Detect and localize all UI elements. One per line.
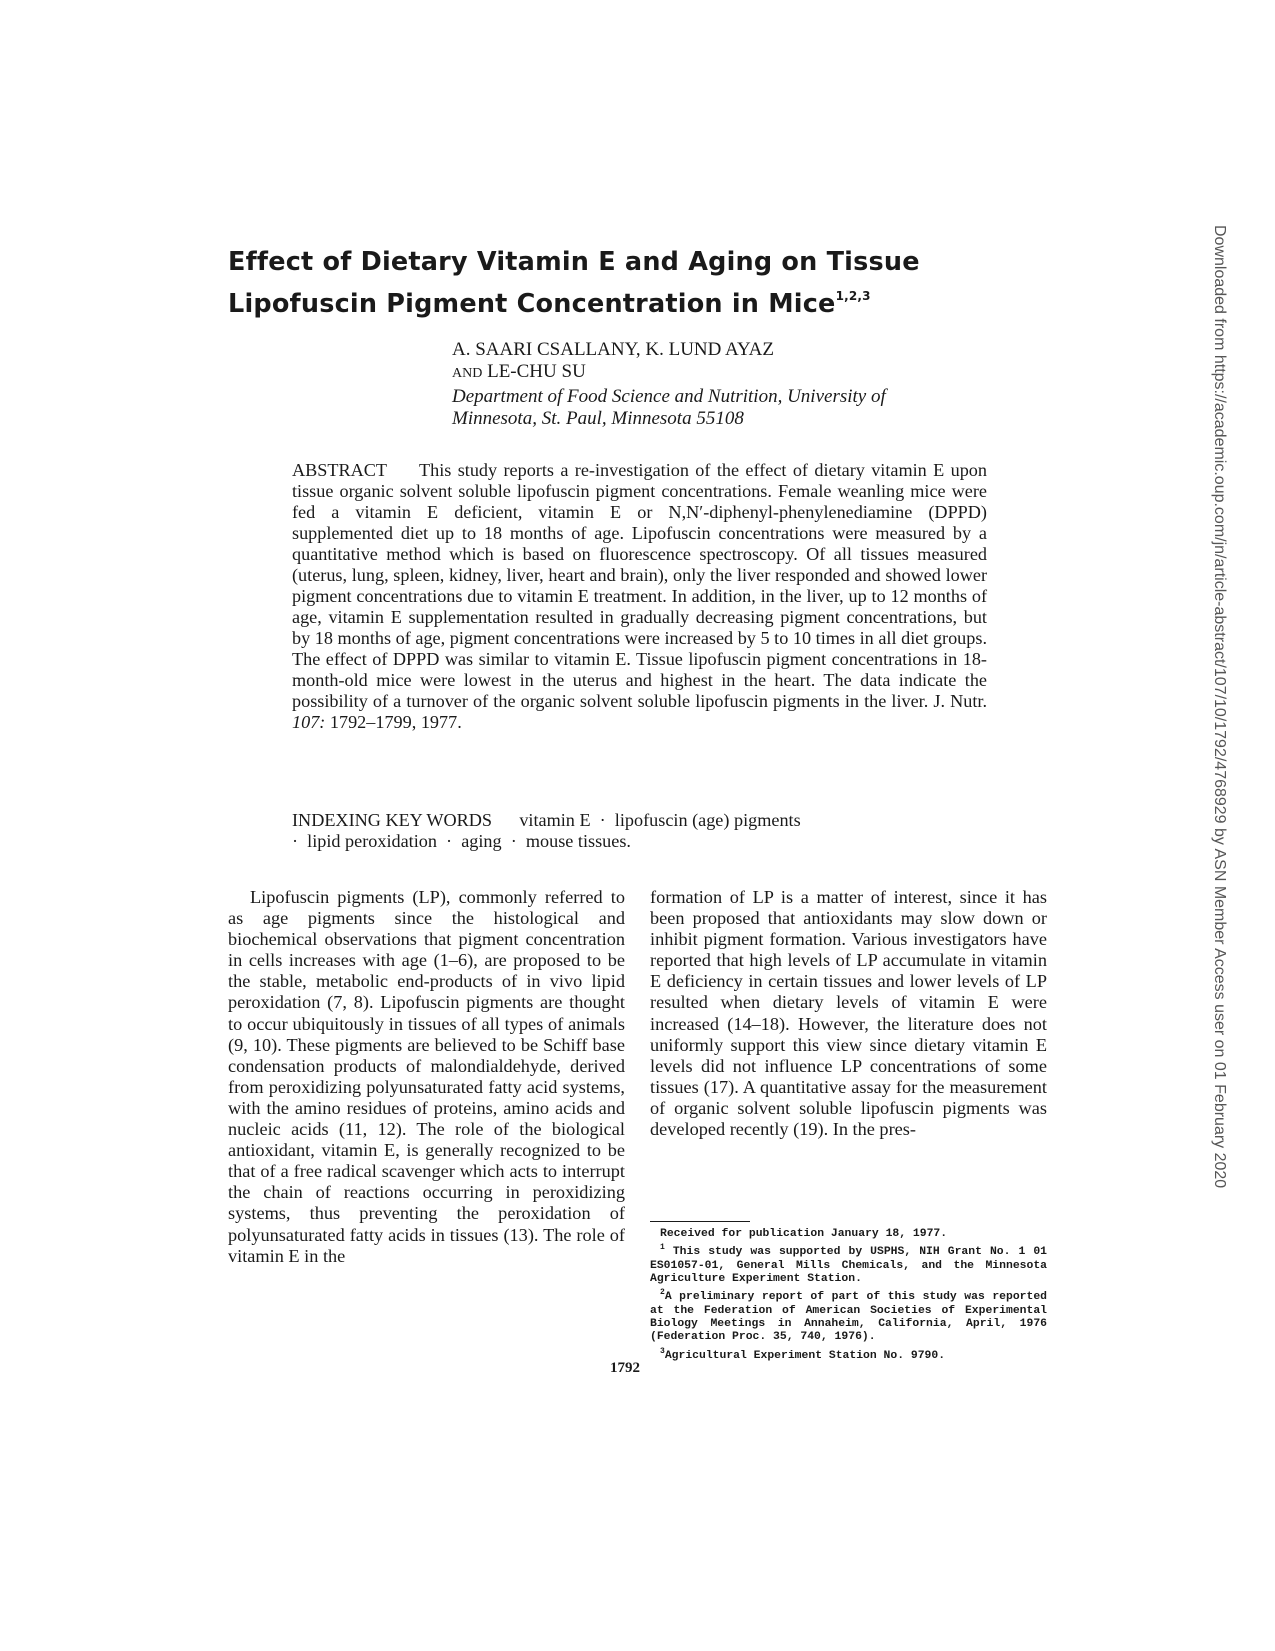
footnote-2 [650,1286,1047,1344]
footnote-received: Received for publication January 18, 1977. [660,1228,948,1240]
footnote-1-text: This study was supported by USPHS, NIH Grant No. 1 01 ES01057-01, General Mills Chemicals, and the Minnesota Agriculture Experiment Station. [650,1246,1047,1286]
title-line-1: Effect of Dietary Vitamin E and Aging on Tissue [228,247,920,277]
article-title [228,245,988,321]
footnote-divider [650,1221,750,1222]
citation-volume: 107: [292,712,326,732]
footnote-1 [650,1241,1047,1286]
title-line-2 [228,279,988,321]
affiliation-line-2: Minnesota, St. Paul, Minnesota 55108 [452,408,744,429]
footnote-3-mark: 3 [660,1346,665,1356]
body-left-column [228,887,625,1267]
abstract [292,460,987,733]
authors-line-1: A. SAARI CSALLANY, K. LUND AYAZ [452,339,774,360]
abstract-body: This study reports a re-investigation of the effect of dietary vitamin E upon tissue organic solvent soluble lipofuscin pigment concentrations. Female weanling mice were fed a vitamin E deficient, vitamin E or N,N′-diphenyl-phenylenediamine (DPPD) supplemented diet up to 18 months of age. Lipofuscin concentrations were measured by a quantitative method which is based on fluorescence spectroscopy. Of all tissues measured (uterus, lung, spleen, kidney, liver, heart and brain), only the liver responded and showed lower pigment concentrations due to vitamin E treatment. In addition, in the liver, up to 12 months of age, vitamin E supplementation resulted in gradually decreasing pigment concentrations, but by 18 months of age, pigment concentrations were increased by 5 to 10 times in all diet groups. The effect of DPPD was similar to vitamin E. Tissue lipofuscin pigment concentrations in 18-month-old mice were lowest in the uterus and highest in the heart. The data indicate the possibility of a turnover of the organic solvent soluble lipofuscin pigments in the liver. [292,460,987,711]
title-footnote-marks: 1,2,3 [835,289,871,303]
footnotes [650,1228,1047,1363]
authors [452,339,774,385]
abstract-label: ABSTRACT [292,460,387,480]
body-paragraph-right: formation of LP is a matter of interest, since it has been proposed that antioxidants may slow down or inhibit pigment formation. Various investigators have reported that high levels of LP accumulate in vitamin E deficiency in certain tissues and lower levels of LP resulted when dietary levels of vitamin E were increased (14–18). However, the literature does not uniformly support this view since dietary vitamin E levels did not influence LP concentrations of some tissues (17). A quantitative assay for the measurement of organic solvent soluble lipofuscin pigments was developed recently (19). In the pres- [650,887,1047,1140]
authors-line-2-name: LE-CHU SU [487,361,586,382]
citation-journal: J. Nutr. [933,691,987,711]
keywords-line-1: INDEXING KEY WORDS vitamin E · lipofuscin (age) pigments [292,810,801,830]
body-paragraph-left: Lipofuscin pigments (LP), commonly referred to as age pigments since the histological and biochemical observations that pigment concentration in cells increases with age (1–6), are proposed to be the stable, metabolic end-products of in vivo lipid peroxidation (7, 8). Lipofuscin pigments are thought to occur ubiquitously in tissues of all types of animals (9, 10). These pigments are believed to be Schiff base condensation products of malondialdehyde, derived from peroxidizing polyunsaturated fatty acid systems, with the amino residues of proteins, amino acids and nucleic acids (11, 12). The role of the biological antioxidant, vitamin E, is generally recognized to be that of a free radical scavenger which acts to interrupt the chain of reactions occurring in peroxidizing systems, thus preventing the peroxidation of polyunsaturated fatty acids in tissues (13). The role of vitamin E in the [228,887,625,1266]
affiliation [452,386,886,430]
authors-line-2 [452,361,774,385]
footnote-3-text: Agricultural Experiment Station No. 9790. [664,1349,946,1362]
page-number: 1792 [610,1360,640,1376]
title-line-2-text: Lipofuscin Pigment Concentration in Mice [228,289,836,319]
body-right-column [650,887,1047,1140]
indexing-key-words [292,810,987,852]
download-notice: Downloaded from https://academic.oup.com/jn/article-abstract/107/10/1792/4768929 by ASN Member Access user on 01 February 2020 [1211,225,1228,1189]
footnote-1-mark: 1 [660,1243,665,1253]
citation-pages: 1792–1799, 1977. [329,712,462,732]
keywords-line-2: · lipid peroxidation · aging · mouse tissues. [292,831,631,851]
affiliation-line-1: Department of Food Science and Nutrition, University of [452,386,886,407]
authors-and: AND [452,366,483,381]
footnote-2-mark: 2 [660,1288,665,1298]
footnote-3 [650,1345,1047,1363]
footnote-2-text: A preliminary report of part of this study was reported at the Federation of American Societies of Experimental Biology Meetings in Annaheim, California, April, 1976 (Federation Proc. 35, 740, 1976). [650,1291,1047,1344]
